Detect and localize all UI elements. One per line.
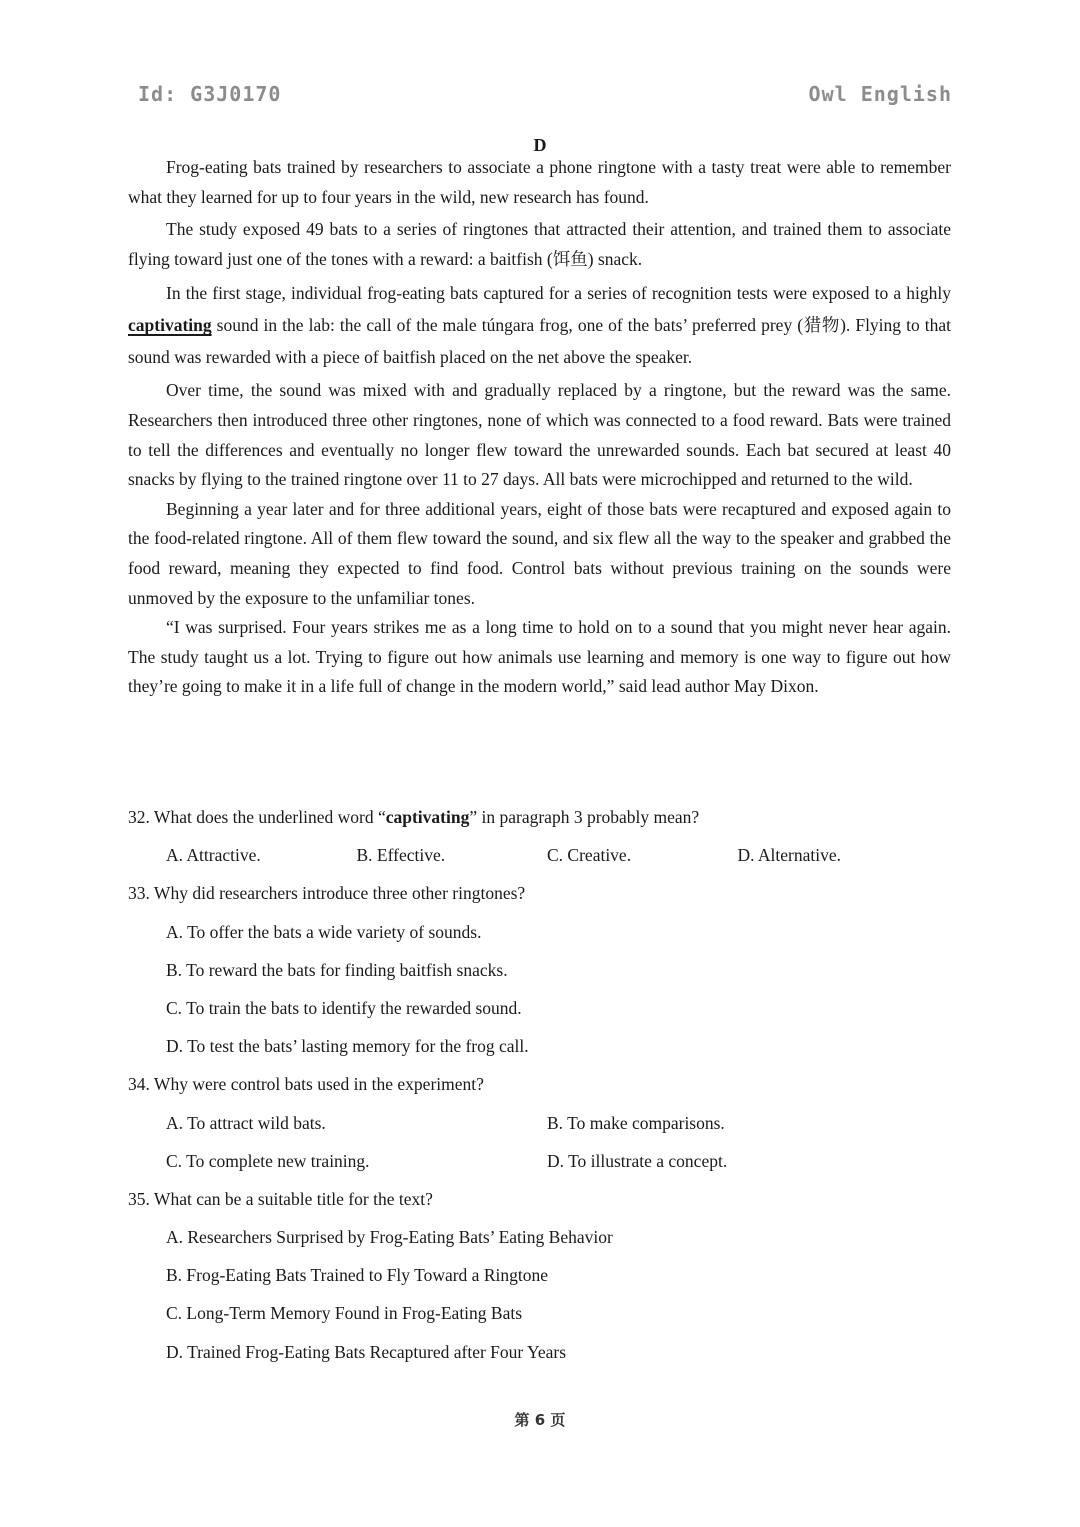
option-32-a[interactable]: A. Attractive. [166,845,261,866]
question-32-text-before: 32. What does the underlined word “ [128,807,386,827]
question-32-text-after: ” in paragraph 3 probably mean? [469,807,700,827]
option-33-c[interactable]: C. To train the bats to identify the rewarded sound. [166,997,522,1018]
option-34-d[interactable]: D. To illustrate a concept. [547,1150,728,1171]
question-34-stem: 34. Why were control bats used in the experiment? [128,1074,484,1095]
option-33-b[interactable]: B. To reward the bats for finding baitfish snacks. [166,959,508,980]
paragraph-5: Beginning a year later and for three additional years, eight of those bats were recaptured and exposed again to the food-related ringtone. All of them flew toward the sound, and six flew all the way to the speaker and grabbed the food reward, meaning they expected to find food. Control bats without previous training on the sounds were unmoved by the exposure to the unfamiliar tones. [128,498,951,608]
reading-passage [128,153,951,702]
question-32-options [128,840,951,878]
option-33-a[interactable]: A. To offer the bats a wide variety of sounds. [166,921,482,942]
option-32-c[interactable]: C. Creative. [547,845,632,866]
paragraph-3 [128,277,951,373]
option-33-d[interactable]: D. To test the bats’ lasting memory for the frog call. [166,1036,529,1057]
question-32-stem [128,802,951,840]
paragraph-6: “I was surprised. Four years strikes me as a long time to hold on to a sound that you might never hear again. The study taught us a lot. Trying to figure out how animals use learning and memory is one way to figure out how they’re going to make it in a life full of change in the modern world,” said lead author May Dixon. [128,617,951,697]
option-35-b[interactable]: B. Frog-Eating Bats Trained to Fly Toward a Ringtone [166,1265,548,1286]
question-34-options-row-1 [128,1108,951,1146]
paragraph-3-text-before: In the first stage, individual frog-eating bats captured for a series of recognition tests were exposed to a highly [166,283,951,304]
question-list [128,802,951,1375]
question-35-stem: 35. What can be a suitable title for the text? [128,1188,433,1209]
option-32-d[interactable]: D. Alternative. [737,845,842,866]
option-35-a[interactable]: A. Researchers Surprised by Frog-Eating Bats’ Eating Behavior [166,1227,613,1248]
question-33-stem: 33. Why did researchers introduce three other ringtones? [128,883,526,904]
paragraph-1: Frog-eating bats trained by researchers to associate a phone ringtone with a tasty treat were able to remember what they learned for up to four years in the wild, new research has found. [128,157,951,207]
option-34-c[interactable]: C. To complete new training. [166,1150,370,1171]
option-34-b[interactable]: B. To make comparisons. [547,1112,725,1133]
paragraph-3-text-after: sound in the lab: the call of the male túngara frog, one of the bats’ preferred prey (猎物). Flying to that sound was rewarded with a piece of baitfish placed on the net above the speaker. [128,315,951,368]
section-letter: D [533,135,547,155]
paragraph-4: Over time, the sound was mixed with and gradually replaced by a ringtone, but the reward was the same. Researchers then introduced three other ringtones, none of which was connected to a food reward. Bats were trained to tell the differences and eventually no longer flew toward the unrewarded sounds. Each bat secured at least 40 snacks by flying to the trained ringtone over 11 to 27 days. All bats were microchipped and returned to the wild. [128,380,951,490]
option-32-b[interactable]: B. Effective. [356,845,446,866]
option-34-a[interactable]: A. To attract wild bats. [166,1112,326,1133]
question-34-options-row-2 [128,1146,951,1184]
option-35-c[interactable]: C. Long-Term Memory Found in Frog-Eating Bats [166,1303,523,1324]
document-id: Id: G3J0170 [138,82,282,106]
option-35-d[interactable]: D. Trained Frog-Eating Bats Recaptured after Four Years [166,1341,567,1362]
brand-name: Owl English [808,82,952,106]
question-32-keyword: captivating [385,807,470,827]
page-number: 第 6 页 [514,1411,566,1429]
paragraph-2: The study exposed 49 bats to a series of ringtones that attracted their attention, and trained them to associate flying toward just one of the tones with a reward: a baitfish (饵鱼) snack. [128,219,951,269]
underlined-word: captivating [128,315,212,336]
